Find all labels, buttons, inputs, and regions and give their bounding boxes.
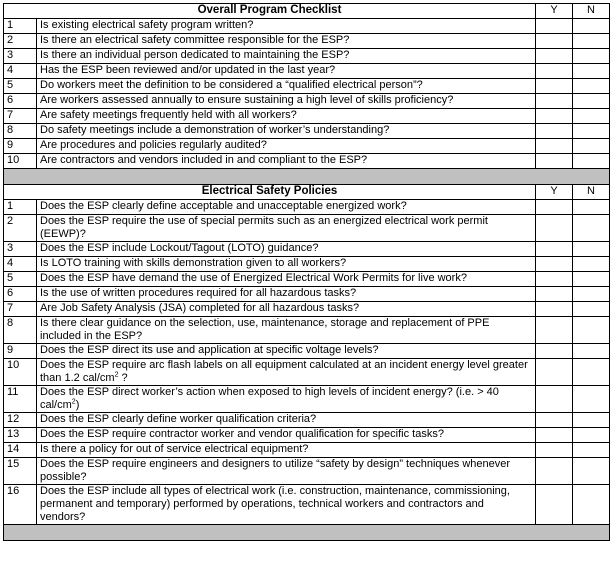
question-text: Is the use of written procedures required for all hazardous tasks? (40, 287, 357, 299)
question-cell (37, 443, 536, 458)
question-cell (37, 458, 536, 485)
no-answer-cell[interactable] (573, 287, 610, 302)
question-text: Do workers meet the definition to be considered a “qualified electrical person”? (40, 79, 423, 91)
question-text: Does the ESP require the use of special permits such as an energized electrical work permit (EEWP)? (40, 215, 488, 240)
no-answer-cell[interactable] (573, 413, 610, 428)
question-text: Does the ESP require contractor worker and vendor qualification for specific tasks? (40, 428, 444, 440)
checklist-row (4, 413, 610, 428)
checklist-row (4, 272, 610, 287)
yes-answer-cell[interactable] (536, 19, 573, 34)
question-text: Does the ESP clearly define worker qualification criteria? (40, 413, 317, 425)
question-cell (37, 302, 536, 317)
question-cell (37, 317, 536, 344)
question-cell (37, 139, 536, 154)
checklist-row (4, 386, 610, 413)
question-cell (37, 428, 536, 443)
question-cell (37, 272, 536, 287)
yes-answer-cell[interactable] (536, 302, 573, 317)
item-number: 5 (4, 79, 37, 94)
question-cell (37, 49, 536, 64)
yes-answer-cell[interactable] (536, 428, 573, 443)
no-answer-cell[interactable] (573, 64, 610, 79)
checklist-row (4, 287, 610, 302)
no-answer-cell[interactable] (573, 443, 610, 458)
yes-answer-cell[interactable] (536, 200, 573, 215)
yes-answer-cell[interactable] (536, 34, 573, 49)
no-answer-cell[interactable] (573, 485, 610, 525)
yes-answer-cell[interactable] (536, 413, 573, 428)
no-answer-cell[interactable] (573, 124, 610, 139)
question-text: Does the ESP require arc flash labels on all equipment calculated at an incident energy level greater than 1.2 cal/cm (40, 359, 528, 384)
no-answer-cell[interactable] (573, 200, 610, 215)
question-text: Does the ESP include all types of electrical work (i.e. construction, maintenance, commissioning, permanent and temporary) performed by operations, technical workers and contractors and vendors? (40, 485, 510, 523)
yes-answer-cell[interactable] (536, 215, 573, 242)
yes-answer-cell[interactable] (536, 257, 573, 272)
no-answer-cell[interactable] (573, 317, 610, 344)
question-text: Does the ESP direct its use and application at specific voltage levels? (40, 344, 379, 356)
yes-answer-cell[interactable] (536, 139, 573, 154)
question-text: Is there clear guidance on the selection, use, maintenance, storage and replacement of PPE included in the ESP? (40, 317, 490, 342)
question-cell (37, 79, 536, 94)
section-header-row (4, 185, 610, 200)
item-number: 8 (4, 124, 37, 139)
question-text: Is existing electrical safety program written? (40, 19, 254, 31)
question-cell (37, 344, 536, 359)
item-number: 3 (4, 242, 37, 257)
checklist-row (4, 154, 610, 169)
checklist-row (4, 257, 610, 272)
no-answer-cell[interactable] (573, 94, 610, 109)
item-number: 10 (4, 359, 37, 386)
checklist-row (4, 215, 610, 242)
item-number: 7 (4, 109, 37, 124)
question-text: Has the ESP been reviewed and/or updated in the last year? (40, 64, 336, 76)
no-answer-cell[interactable] (573, 34, 610, 49)
question-text: Does the ESP clearly define acceptable and unacceptable energized work? (40, 200, 407, 212)
no-answer-cell[interactable] (573, 79, 610, 94)
no-column-header: N (573, 4, 610, 19)
yes-answer-cell[interactable] (536, 49, 573, 64)
yes-answer-cell[interactable] (536, 359, 573, 386)
no-answer-cell[interactable] (573, 154, 610, 169)
question-text: Does the ESP direct worker’s action when exposed to high levels of incident energy? (i.e. > 40 cal/cm (40, 386, 499, 411)
checklist-row (4, 485, 610, 525)
no-answer-cell[interactable] (573, 109, 610, 124)
question-text: Is there an individual person dedicated to maintaining the ESP? (40, 49, 350, 61)
question-cell (37, 200, 536, 215)
yes-answer-cell[interactable] (536, 317, 573, 344)
yes-answer-cell[interactable] (536, 109, 573, 124)
yes-answer-cell[interactable] (536, 485, 573, 525)
checklist-row (4, 428, 610, 443)
no-answer-cell[interactable] (573, 242, 610, 257)
item-number: 12 (4, 413, 37, 428)
question-text: Does the ESP have demand the use of Energized Electrical Work Permits for live work? (40, 272, 467, 284)
question-cell (37, 485, 536, 525)
section-separator (4, 525, 610, 541)
question-text: Are contractors and vendors included in and compliant to the ESP? (40, 154, 368, 166)
no-answer-cell[interactable] (573, 458, 610, 485)
checklist-row (4, 109, 610, 124)
no-answer-cell[interactable] (573, 359, 610, 386)
checklist-row (4, 139, 610, 154)
item-number: 15 (4, 458, 37, 485)
question-text: Does the ESP require engineers and designers to utilize “safety by design” techniques whenever possible? (40, 458, 511, 483)
checklist-row (4, 302, 610, 317)
checklist-table (3, 3, 610, 541)
no-answer-cell[interactable] (573, 302, 610, 317)
question-cell (37, 359, 536, 386)
section-separator (4, 169, 610, 185)
no-column-header: N (573, 185, 610, 200)
no-answer-cell[interactable] (573, 139, 610, 154)
question-cell (37, 413, 536, 428)
checklist-row (4, 64, 610, 79)
item-number: 1 (4, 200, 37, 215)
yes-answer-cell[interactable] (536, 386, 573, 413)
question-text: Is there a policy for out of service electrical equipment? (40, 443, 309, 455)
separator-bar (4, 169, 610, 185)
item-number: 2 (4, 34, 37, 49)
item-number: 13 (4, 428, 37, 443)
checklist-row (4, 34, 610, 49)
question-cell (37, 124, 536, 139)
item-number: 2 (4, 215, 37, 242)
question-text-end: ) (75, 399, 80, 411)
item-number: 5 (4, 272, 37, 287)
checklist-row (4, 200, 610, 215)
yes-answer-cell[interactable] (536, 154, 573, 169)
item-number: 16 (4, 485, 37, 525)
checklist-row (4, 49, 610, 64)
question-cell (37, 215, 536, 242)
checklist-row (4, 124, 610, 139)
question-text: Are workers assessed annually to ensure sustaining a high level of skills proficiency? (40, 94, 454, 106)
yes-answer-cell[interactable] (536, 242, 573, 257)
section-header-row (4, 4, 610, 19)
no-answer-cell[interactable] (573, 257, 610, 272)
checklist-row (4, 458, 610, 485)
question-cell (37, 19, 536, 34)
question-cell (37, 94, 536, 109)
yes-answer-cell[interactable] (536, 443, 573, 458)
yes-answer-cell[interactable] (536, 64, 573, 79)
question-cell (37, 386, 536, 413)
question-text: Are Job Safety Analysis (JSA) completed for all hazardous tasks? (40, 302, 360, 314)
section-title: Electrical Safety Policies (4, 185, 536, 200)
question-text: Is LOTO training with skills demonstration given to all workers? (40, 257, 347, 269)
item-number: 1 (4, 19, 37, 34)
question-text: Do safety meetings include a demonstration of worker’s understanding? (40, 124, 390, 136)
yes-answer-cell[interactable] (536, 124, 573, 139)
item-number: 7 (4, 302, 37, 317)
item-number: 6 (4, 287, 37, 302)
item-number: 3 (4, 49, 37, 64)
yes-column-header: Y (536, 4, 573, 19)
item-number: 14 (4, 443, 37, 458)
no-answer-cell[interactable] (573, 386, 610, 413)
checklist-row (4, 79, 610, 94)
yes-answer-cell[interactable] (536, 272, 573, 287)
yes-answer-cell[interactable] (536, 458, 573, 485)
section-title: Overall Program Checklist (4, 4, 536, 19)
question-text-end: ? (118, 372, 128, 384)
checklist-row (4, 94, 610, 109)
yes-answer-cell[interactable] (536, 287, 573, 302)
item-number: 10 (4, 154, 37, 169)
item-number: 6 (4, 94, 37, 109)
no-answer-cell[interactable] (573, 428, 610, 443)
question-cell (37, 34, 536, 49)
checklist-row (4, 344, 610, 359)
yes-answer-cell[interactable] (536, 94, 573, 109)
checklist-row (4, 443, 610, 458)
separator-bar (4, 525, 610, 541)
question-cell (37, 257, 536, 272)
checklist-document (3, 3, 610, 541)
question-text: Are safety meetings frequently held with all workers? (40, 109, 297, 121)
item-number: 9 (4, 344, 37, 359)
checklist-row (4, 242, 610, 257)
yes-answer-cell[interactable] (536, 79, 573, 94)
item-number: 8 (4, 317, 37, 344)
yes-answer-cell[interactable] (536, 344, 573, 359)
no-answer-cell[interactable] (573, 215, 610, 242)
item-number: 4 (4, 257, 37, 272)
question-text: Are procedures and policies regularly audited? (40, 139, 267, 151)
no-answer-cell[interactable] (573, 49, 610, 64)
question-cell (37, 242, 536, 257)
superscript: 2 (114, 371, 119, 379)
question-cell (37, 109, 536, 124)
no-answer-cell[interactable] (573, 272, 610, 287)
no-answer-cell[interactable] (573, 344, 610, 359)
question-cell (37, 64, 536, 79)
yes-column-header: Y (536, 185, 573, 200)
no-answer-cell[interactable] (573, 19, 610, 34)
item-number: 4 (4, 64, 37, 79)
checklist-row (4, 317, 610, 344)
item-number: 9 (4, 139, 37, 154)
question-cell (37, 154, 536, 169)
question-text: Does the ESP include Lockout/Tagout (LOTO) guidance? (40, 242, 319, 254)
question-text: Is there an electrical safety committee responsible for the ESP? (40, 34, 350, 46)
question-cell (37, 287, 536, 302)
checklist-row (4, 359, 610, 386)
superscript: 2 (71, 398, 76, 406)
item-number: 11 (4, 386, 37, 413)
checklist-row (4, 19, 610, 34)
